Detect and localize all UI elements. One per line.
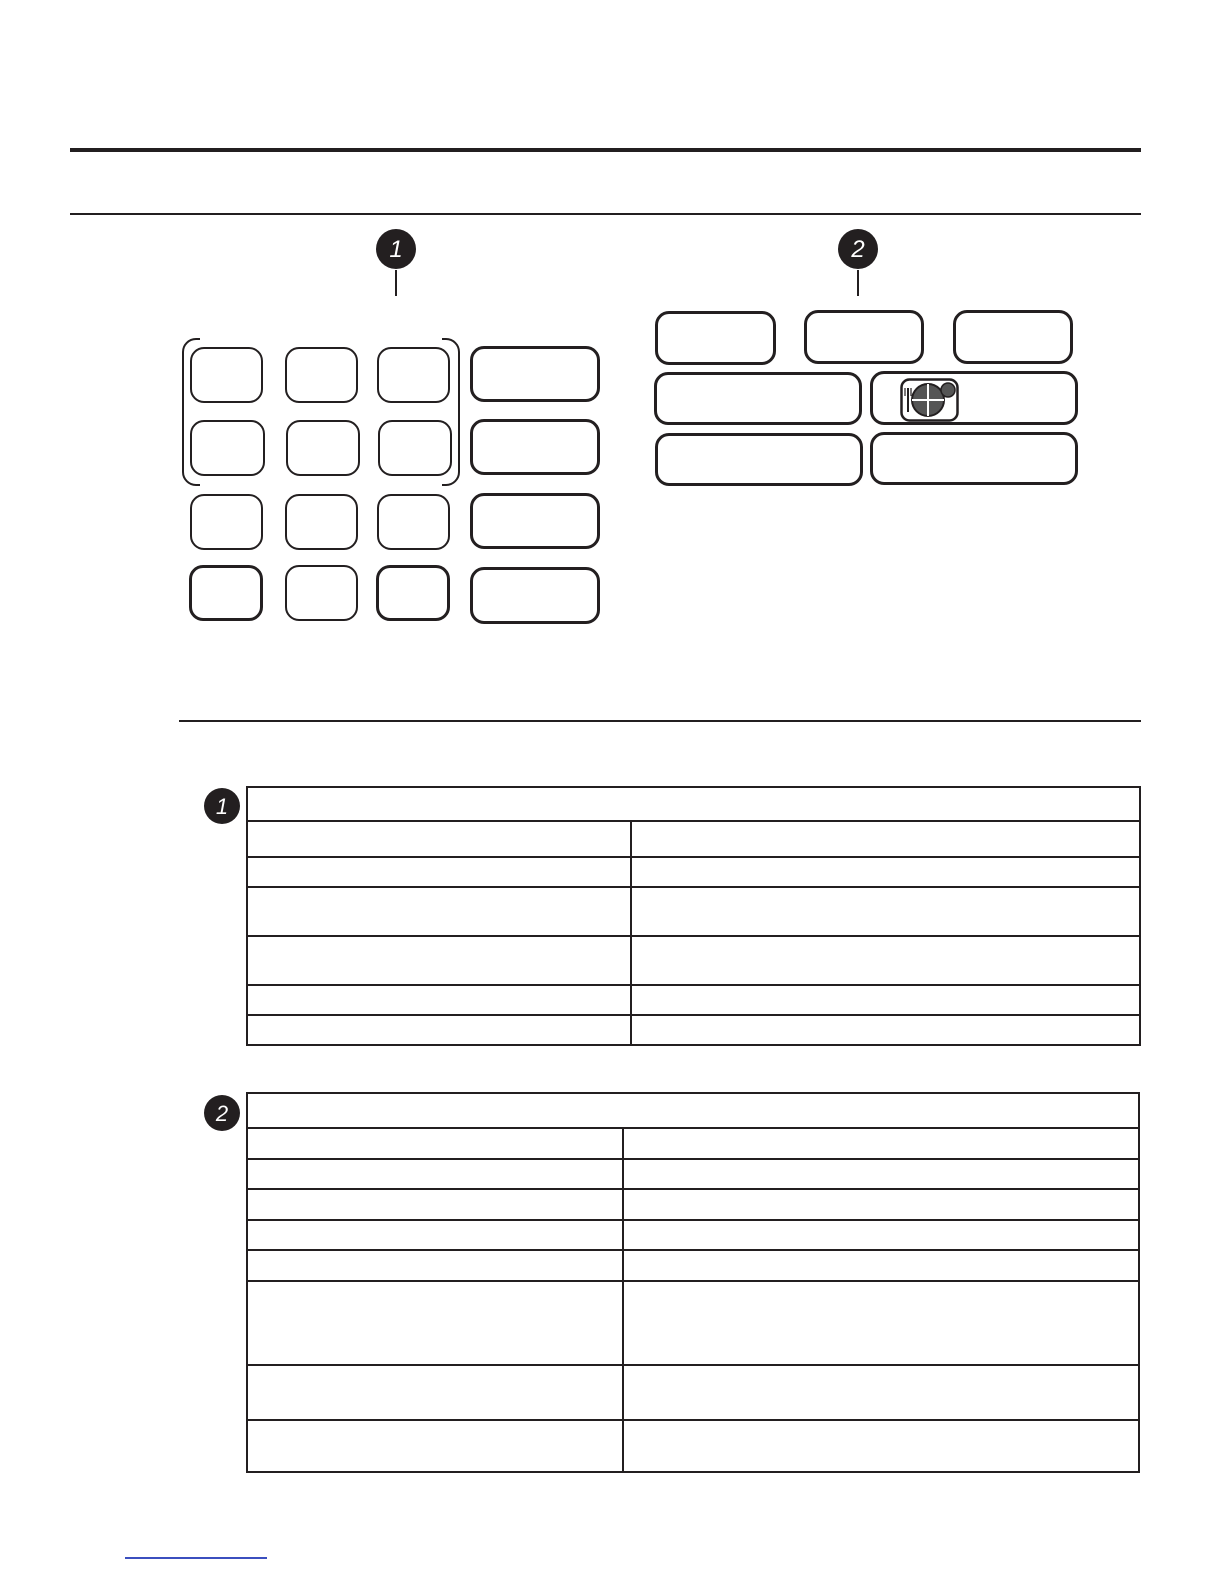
table-2-badge-label: 2 <box>215 1101 229 1126</box>
keypad-key-r3c3[interactable] <box>377 494 450 550</box>
table-row <box>248 1188 1138 1219</box>
function-key-middle-2[interactable] <box>870 371 1078 425</box>
keypad-key-r4c3[interactable] <box>376 565 450 621</box>
plate-and-cutlery-icon <box>900 378 960 422</box>
table-row <box>248 1280 1138 1364</box>
table-row <box>248 1219 1138 1249</box>
table-2-column-divider <box>622 1127 624 1471</box>
table-row <box>248 1158 1138 1188</box>
table-row <box>248 984 1139 1014</box>
table-row <box>248 1419 1138 1471</box>
function-key-top-2[interactable] <box>804 310 924 364</box>
table-row <box>248 1127 1138 1158</box>
function-key-bottom-2[interactable] <box>870 432 1078 485</box>
function-key-top-3[interactable] <box>953 310 1073 364</box>
keypad-leader-line <box>395 270 397 296</box>
table-row <box>248 1249 1138 1280</box>
table-1-badge <box>203 787 241 825</box>
number-badge-1 <box>375 228 417 270</box>
keypad-side-key-2[interactable] <box>470 419 600 475</box>
table-row <box>248 935 1139 984</box>
function-key-bottom-1[interactable] <box>655 433 863 486</box>
keypad-key-r3c1[interactable] <box>190 494 263 550</box>
table-1-badge-label: 1 <box>215 794 229 819</box>
table-row <box>248 820 1139 856</box>
keypad-key-r1c1[interactable] <box>190 347 263 403</box>
keypad-key-r1c3[interactable] <box>377 347 450 403</box>
section-rule <box>70 213 1141 215</box>
keypad-side-key-4[interactable] <box>470 567 600 624</box>
badge-2-label: 2 <box>851 236 865 263</box>
table-row <box>248 886 1139 935</box>
mid-section-rule <box>179 720 1141 722</box>
number-badge-2 <box>837 228 879 270</box>
footer-link-underline[interactable] <box>125 1557 267 1559</box>
table-row <box>248 1364 1138 1419</box>
function-leader-line <box>857 270 859 296</box>
keypad-key-r3c2[interactable] <box>285 494 358 550</box>
keypad-key-r1c2[interactable] <box>285 347 358 403</box>
function-key-middle-1[interactable] <box>654 372 862 425</box>
badge-1-label: 1 <box>389 236 403 263</box>
keypad-key-r2c2[interactable] <box>286 420 360 476</box>
function-key-top-1[interactable] <box>655 311 776 365</box>
table-row <box>248 856 1139 886</box>
keypad-key-r4c2[interactable] <box>285 565 358 621</box>
table-1 <box>246 786 1141 1046</box>
keypad-key-r4c1[interactable] <box>189 565 263 621</box>
keypad-side-key-3[interactable] <box>470 493 600 549</box>
table-row <box>248 1014 1139 1044</box>
table-2-badge <box>203 1094 241 1132</box>
table-1-column-divider <box>630 820 632 1044</box>
top-thick-rule <box>70 148 1141 152</box>
keypad-key-r2c3[interactable] <box>378 420 452 476</box>
keypad-side-key-1[interactable] <box>470 346 600 402</box>
table-2 <box>246 1092 1140 1473</box>
keypad-key-r2c1[interactable] <box>190 420 265 476</box>
